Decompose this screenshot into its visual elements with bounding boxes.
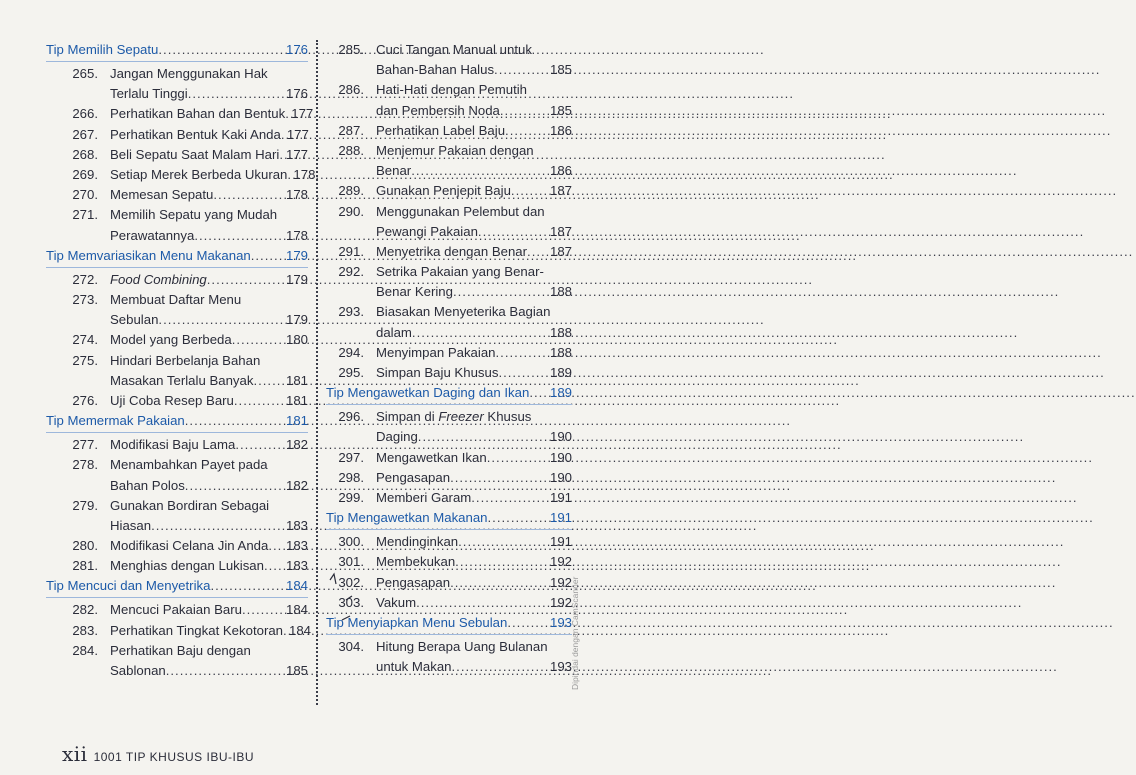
entry-number: 299. xyxy=(338,490,364,506)
entry-title: Perhatikan Tingkat Kekotoran xyxy=(110,622,284,638)
leader-dots xyxy=(151,516,286,536)
leader-dots xyxy=(188,84,286,104)
toc-entry[interactable] xyxy=(46,330,308,350)
toc-entry[interactable] xyxy=(46,600,308,620)
entry-number: 304. xyxy=(338,639,364,655)
entry-page: 180 xyxy=(285,332,308,348)
entry-title: Perawatannya xyxy=(110,227,195,243)
leader-dots xyxy=(450,573,550,593)
toc-entry[interactable] xyxy=(326,242,572,262)
entry-title: Hitung Berapa Uang Bulanan xyxy=(376,639,548,655)
toc-left-column xyxy=(46,40,316,681)
entry-number: 275. xyxy=(72,352,98,368)
toc-entry[interactable] xyxy=(326,593,572,613)
entry-number: 282. xyxy=(72,602,98,618)
entry-title: Model yang Berbeda xyxy=(110,332,232,348)
entry-title: Daging xyxy=(376,429,418,445)
section-heading[interactable] xyxy=(46,411,308,433)
toc-entry[interactable] xyxy=(46,556,308,576)
leader-dots xyxy=(458,532,550,552)
entry-page: 188 xyxy=(549,344,572,360)
entry-page: 184 xyxy=(289,622,312,638)
entry-number: 288. xyxy=(338,142,364,158)
entry-title: Pewangi Pakaian xyxy=(376,223,478,239)
toc-entry[interactable] xyxy=(46,145,308,165)
entry-page: 192 xyxy=(549,594,572,610)
toc-entry[interactable] xyxy=(326,637,572,677)
entry-number: 277. xyxy=(72,437,98,453)
entry-page: 183 xyxy=(285,558,308,574)
entry-title: Perhatikan Label Baju xyxy=(376,122,506,138)
toc-entry[interactable] xyxy=(326,573,572,593)
toc-entry[interactable] xyxy=(46,391,308,411)
toc-entry[interactable] xyxy=(326,448,572,468)
entry-number: 298. xyxy=(338,469,364,485)
entry-page: 185 xyxy=(549,62,572,78)
leader-dots xyxy=(158,310,286,330)
toc-entry[interactable] xyxy=(326,343,572,363)
toc-entry[interactable] xyxy=(326,141,572,181)
leader-dots xyxy=(207,270,286,290)
entry-title: Membuat Daftar Menu xyxy=(110,291,242,307)
entry-title: Menyimpan Pakaian xyxy=(376,344,496,360)
entry-page: 185 xyxy=(285,663,308,679)
entry-number: 290. xyxy=(338,203,364,219)
leader-dots xyxy=(511,181,550,201)
entry-page: 183 xyxy=(285,538,308,554)
section-title: Tip Menyiapkan Menu Sebulan xyxy=(326,615,508,631)
section-heading[interactable] xyxy=(46,576,308,598)
entry-page: 191 xyxy=(549,490,572,506)
entry-title: Uji Coba Resep Baru xyxy=(110,392,234,408)
toc-entry[interactable] xyxy=(326,552,572,572)
entry-page: 178 xyxy=(293,166,316,182)
section-title: Tip Memvariasikan Menu Makanan xyxy=(46,247,251,263)
leader-dots xyxy=(450,468,550,488)
entry-title: Pengasapan xyxy=(376,469,451,485)
entry-page: 188 xyxy=(549,284,572,300)
entry-number: 265. xyxy=(72,66,98,81)
leader-dots xyxy=(416,593,550,613)
entry-page: 179 xyxy=(285,312,308,328)
entry-page: 190 xyxy=(549,469,572,485)
entry-title: Perhatikan Baju dengan xyxy=(110,642,251,658)
section-page: 184 xyxy=(285,578,308,594)
entry-title: Simpan Baju Khusus xyxy=(376,365,499,381)
entry-number: 295. xyxy=(338,365,364,381)
toc-entry[interactable] xyxy=(46,125,308,145)
entry-number: 296. xyxy=(338,409,364,425)
toc-entry[interactable] xyxy=(326,468,572,488)
entry-page: 184 xyxy=(285,602,308,618)
entry-title: Hati-Hati dengan Pemutih xyxy=(376,82,528,98)
leader-dots xyxy=(505,121,550,141)
entry-title: Mencuci Pakaian Baru xyxy=(110,602,242,618)
leader-dots xyxy=(166,661,286,681)
toc-entry[interactable] xyxy=(326,488,572,508)
entry-title: Benar Kering xyxy=(376,284,453,300)
leader-dots xyxy=(235,435,286,455)
toc-entry[interactable] xyxy=(326,407,572,447)
entry-number: 281. xyxy=(72,558,98,574)
section-page: 181 xyxy=(285,413,308,429)
leader-dots xyxy=(242,600,286,620)
entry-page: 188 xyxy=(549,324,572,340)
leader-dots xyxy=(529,383,550,403)
leader-dots xyxy=(498,363,550,383)
leader-dots xyxy=(500,101,550,121)
entry-number: 266. xyxy=(72,106,98,122)
entry-title: Beli Sepatu Saat Malam Hari xyxy=(110,146,280,162)
entry-title: Food Combining xyxy=(110,271,207,287)
leader-dots xyxy=(411,161,550,181)
toc-entry[interactable] xyxy=(46,270,308,290)
entry-title: Hindari Berbelanja Bahan xyxy=(110,352,261,368)
entry-title: Masakan Terlalu Banyak xyxy=(110,372,254,388)
entry-title: Pengasapan xyxy=(376,574,451,590)
entry-number: 272. xyxy=(72,271,98,287)
entry-number: 269. xyxy=(72,166,98,182)
section-page: 191 xyxy=(549,510,572,526)
entry-number: 300. xyxy=(338,534,364,550)
entry-title: Hiasan xyxy=(110,517,152,533)
toc-entry[interactable] xyxy=(46,185,308,205)
entry-page: 185 xyxy=(549,102,572,118)
scanner-watermark: Dipindai dengan CamScanner xyxy=(570,576,580,690)
section-page: 193 xyxy=(549,615,572,631)
toc-entry[interactable] xyxy=(326,532,572,552)
leader-dots xyxy=(253,371,286,391)
entry-page: 182 xyxy=(285,437,308,453)
section-page: 189 xyxy=(549,385,572,401)
entry-title: Cuci Tangan Manual untuk xyxy=(376,42,532,57)
entry-title: untuk Makan xyxy=(376,659,452,675)
toc-entry[interactable] xyxy=(46,536,308,556)
entry-title: Mendinginkan xyxy=(376,534,459,550)
entry-number: 289. xyxy=(338,183,364,199)
toc-entry[interactable] xyxy=(46,64,308,104)
entry-page: 177 xyxy=(285,146,308,162)
entry-page: 187 xyxy=(549,183,572,199)
entry-title: Modifikasi Baju Lama xyxy=(110,437,236,453)
entry-page: 183 xyxy=(285,517,308,533)
leader-dots xyxy=(527,242,550,262)
toc-entry[interactable] xyxy=(326,262,572,302)
entry-title: Jangan Menggunakan Hak xyxy=(110,66,268,81)
entry-title: Menambahkan Payet pada xyxy=(110,457,268,473)
entry-number: 285. xyxy=(338,42,364,57)
entry-title: Membekukan xyxy=(376,554,456,570)
entry-number: 270. xyxy=(72,187,98,203)
leader-dots xyxy=(455,552,550,572)
entry-number: 271. xyxy=(72,207,98,223)
section-heading[interactable] xyxy=(326,383,572,405)
section-title: Tip Mengawetkan Makanan xyxy=(326,510,488,526)
entry-title: Bahan-Bahan Halus xyxy=(376,62,495,78)
leader-dots xyxy=(471,488,550,508)
entry-page: 192 xyxy=(549,554,572,570)
entry-title: Biasakan Menyeterika Bagian xyxy=(376,304,551,320)
leader-dots xyxy=(210,576,286,596)
entry-page: 190 xyxy=(549,449,572,465)
section-page: 179 xyxy=(285,247,308,263)
entry-title: Menyetrika dengan Benar xyxy=(376,243,528,259)
entry-title: Benar xyxy=(376,163,412,179)
entry-number: 273. xyxy=(72,291,98,307)
entry-number: 276. xyxy=(72,392,98,408)
toc-entry[interactable] xyxy=(46,455,308,495)
entry-page: 186 xyxy=(549,122,572,138)
entry-title: Perhatikan Bahan dan Bentuk xyxy=(110,106,286,122)
section-title: Tip Memilih Sepatu xyxy=(46,42,159,57)
entry-title: Bahan Polos xyxy=(110,477,185,493)
entry-page: 187 xyxy=(549,223,572,239)
entry-title: Memberi Garam xyxy=(376,490,472,506)
leader-dots xyxy=(185,476,286,496)
entry-page: 178 xyxy=(285,227,308,243)
entry-number: 287. xyxy=(338,122,364,138)
toc-entry[interactable] xyxy=(326,202,572,242)
entry-page: 193 xyxy=(549,659,572,675)
leader-dots xyxy=(418,427,550,447)
section-heading[interactable] xyxy=(46,246,308,268)
entry-number: 268. xyxy=(72,146,98,162)
section-title: Tip Mencuci dan Menyetrika xyxy=(46,578,211,594)
toc-entry[interactable] xyxy=(46,435,308,455)
entry-number: 283. xyxy=(72,622,98,638)
toc-entry[interactable] xyxy=(46,104,314,124)
entry-title: dalam xyxy=(376,324,412,340)
entry-title: Vakum xyxy=(376,594,417,610)
entry-number: 297. xyxy=(338,449,364,465)
toc-entry[interactable] xyxy=(46,621,312,641)
entry-page: 178 xyxy=(285,187,308,203)
entry-page: 181 xyxy=(285,392,308,408)
section-heading[interactable] xyxy=(326,613,572,635)
leader-dots xyxy=(453,282,550,302)
leader-dots xyxy=(452,657,550,677)
toc-entry[interactable] xyxy=(46,290,308,330)
section-title: Tip Mengawetkan Daging dan Ikan xyxy=(326,385,530,401)
entry-number: 293. xyxy=(338,304,364,320)
entry-page: 179 xyxy=(285,271,308,287)
leader-dots xyxy=(412,323,550,343)
entry-number: 280. xyxy=(72,538,98,554)
entry-page: 177 xyxy=(286,126,309,142)
entry-number: 291. xyxy=(338,243,364,259)
entry-page: 187 xyxy=(549,243,572,259)
entry-number: 286. xyxy=(338,82,364,98)
entry-number: 303. xyxy=(338,594,364,610)
section-title: Tip Memermak Pakaian xyxy=(46,413,185,429)
leader-dots xyxy=(507,613,550,633)
entry-title: Sablonan xyxy=(110,663,166,679)
entry-page: 191 xyxy=(549,534,572,550)
entry-number: 301. xyxy=(338,554,364,570)
entry-title: Memesan Sepatu xyxy=(110,187,214,203)
entry-title: Perhatikan Bentuk Kaki Anda xyxy=(110,126,281,142)
entry-title: Simpan di Freezer Khusus xyxy=(376,409,532,425)
entry-title: Mengawetkan Ikan xyxy=(376,449,487,465)
leader-dots xyxy=(478,222,550,242)
leader-dots xyxy=(251,246,286,266)
leader-dots xyxy=(234,391,286,411)
toc-entry[interactable] xyxy=(46,641,308,681)
entry-number: 284. xyxy=(72,642,98,658)
leader-dots xyxy=(487,448,550,468)
entry-title: Gunakan Penjepit Baju xyxy=(376,183,511,199)
leader-dots xyxy=(194,226,286,246)
entry-number: 294. xyxy=(338,344,364,360)
entry-page: 182 xyxy=(285,477,308,493)
entry-title: Memilih Sepatu yang Mudah xyxy=(110,207,278,223)
toc-entry[interactable] xyxy=(46,496,308,536)
entry-page: 189 xyxy=(549,365,572,381)
entry-number: 292. xyxy=(338,264,364,280)
entry-title: Modifikasi Celana Jin Anda xyxy=(110,538,269,554)
toc-entry[interactable] xyxy=(326,80,572,120)
section-heading[interactable] xyxy=(326,508,572,530)
leader-dots xyxy=(158,40,286,60)
entry-page: 177 xyxy=(291,106,314,122)
entry-page: 190 xyxy=(549,429,572,445)
entry-title: Menggunakan Pelembut dan xyxy=(376,203,545,219)
leader-dots xyxy=(488,508,550,528)
toc-entry[interactable] xyxy=(326,181,572,201)
leader-dots xyxy=(496,343,550,363)
entry-title: Terlalu Tinggi xyxy=(110,86,188,102)
leader-dots xyxy=(494,60,550,80)
leader-dots xyxy=(232,330,286,350)
entry-title: Gunakan Bordiran Sebagai xyxy=(110,497,270,513)
toc-entry[interactable] xyxy=(326,302,572,342)
entry-title: dan Pembersih Noda xyxy=(376,102,500,118)
toc-entry[interactable] xyxy=(326,40,572,80)
section-heading[interactable] xyxy=(46,40,308,62)
entry-title: Menghias dengan Lukisan xyxy=(110,558,264,574)
entry-number: 274. xyxy=(72,332,98,348)
entry-title: Setiap Merek Berbeda Ukuran xyxy=(110,166,288,182)
book-title: 1001 TIP KHUSUS IBU-IBU xyxy=(93,750,255,764)
entry-page: 176 xyxy=(285,86,308,102)
toc-right-column xyxy=(326,40,572,677)
entry-number: 279. xyxy=(72,497,98,513)
section-page: 176 xyxy=(285,42,308,57)
leader-dots xyxy=(268,536,286,556)
page-footer xyxy=(62,742,254,766)
toc-entry[interactable] xyxy=(326,121,572,141)
entry-title: Setrika Pakaian yang Benar- xyxy=(376,264,544,280)
entry-title: Sebulan xyxy=(110,312,159,328)
column-divider xyxy=(316,40,318,705)
toc-entry[interactable] xyxy=(326,363,572,383)
entry-page: 192 xyxy=(549,574,572,590)
entry-number: 267. xyxy=(72,126,98,142)
entry-number: 278. xyxy=(72,457,98,473)
leader-dots xyxy=(185,411,286,431)
entry-page: 186 xyxy=(549,163,572,179)
leader-dots xyxy=(213,185,286,205)
leader-dots xyxy=(264,556,286,576)
page-number-roman: xii xyxy=(62,742,88,766)
entry-number: 302. xyxy=(338,574,364,590)
toc-entry[interactable] xyxy=(46,165,316,185)
toc-entry[interactable] xyxy=(46,205,308,245)
leader-dots xyxy=(279,145,286,165)
toc-entry[interactable] xyxy=(46,351,308,391)
pen-marks-icon xyxy=(326,570,356,640)
entry-title: Menjemur Pakaian dengan xyxy=(376,142,534,158)
entry-page: 181 xyxy=(285,372,308,388)
